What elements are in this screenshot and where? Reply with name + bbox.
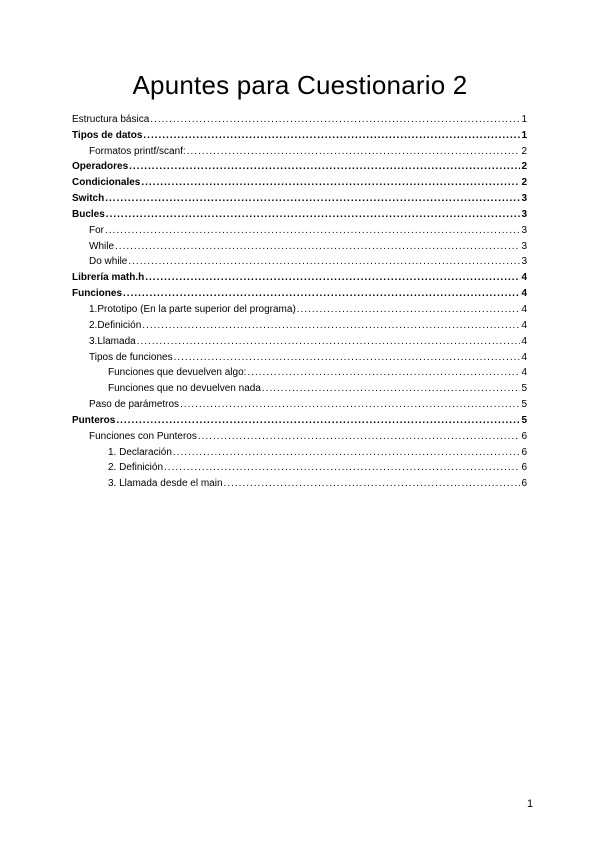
toc-entry-page: 6 bbox=[521, 446, 527, 458]
toc-entry-page: 5 bbox=[521, 414, 527, 426]
toc-entry-title: For bbox=[89, 224, 104, 236]
page-number: 1 bbox=[527, 798, 534, 810]
toc-leader-dots bbox=[187, 145, 521, 158]
toc-entry-title: Bucles bbox=[72, 208, 105, 220]
toc-entry-page: 2 bbox=[521, 177, 527, 189]
toc-entry[interactable] bbox=[72, 284, 527, 300]
toc-entry[interactable] bbox=[72, 237, 527, 253]
toc-entry[interactable] bbox=[72, 379, 527, 395]
toc-entry-page: 4 bbox=[521, 303, 527, 315]
toc-entry[interactable] bbox=[72, 348, 527, 364]
toc-entry-page: 3 bbox=[521, 224, 527, 236]
toc-leader-dots bbox=[150, 113, 520, 126]
toc-entry-title: Funciones que devuelven algo: bbox=[108, 367, 247, 379]
toc-entry-page: 3 bbox=[521, 208, 527, 220]
toc-leader-dots bbox=[115, 240, 520, 253]
toc-leader-dots bbox=[180, 398, 520, 411]
toc-leader-dots bbox=[141, 176, 520, 189]
toc-leader-dots bbox=[137, 335, 521, 348]
toc-entry[interactable] bbox=[72, 268, 527, 284]
toc-entry[interactable] bbox=[72, 158, 527, 174]
toc-entry-page: 4 bbox=[521, 288, 527, 300]
toc-entry[interactable] bbox=[72, 364, 527, 380]
toc-entry-page: 4 bbox=[521, 272, 527, 284]
toc-entry-page: 6 bbox=[521, 430, 527, 442]
toc-entry-title: Tipos de funciones bbox=[89, 351, 173, 363]
toc-entry-title: Do while bbox=[89, 256, 128, 268]
toc-entry-title: While bbox=[89, 240, 115, 252]
toc-entry-title: Condicionales bbox=[72, 177, 141, 189]
toc-entry[interactable] bbox=[72, 395, 527, 411]
toc-entry-title: Tipos de datos bbox=[72, 129, 143, 141]
toc-entry-page: 5 bbox=[521, 399, 527, 411]
toc-leader-dots bbox=[297, 303, 521, 316]
document-title: Apuntes para Cuestionario 2 bbox=[132, 70, 468, 100]
toc-entry[interactable] bbox=[72, 142, 527, 158]
toc-entry-title: Paso de parámetros bbox=[89, 399, 180, 411]
toc-entry-title: Librería math.h bbox=[72, 272, 145, 284]
toc-entry[interactable] bbox=[72, 427, 527, 443]
toc-entry-title: Funciones que no devuelven nada bbox=[108, 383, 261, 395]
toc-entry-title: Funciones bbox=[72, 288, 123, 300]
toc-entry[interactable] bbox=[72, 110, 527, 126]
toc-entry-title: Estructura básica bbox=[72, 113, 150, 125]
toc-leader-dots bbox=[142, 319, 520, 332]
toc-entry-page: 2 bbox=[521, 145, 527, 157]
toc-entry[interactable] bbox=[72, 221, 527, 237]
toc-leader-dots bbox=[116, 414, 520, 427]
toc-entry[interactable] bbox=[72, 332, 527, 348]
toc-leader-dots bbox=[164, 461, 520, 474]
toc-entry-title: 1. Declaración bbox=[108, 446, 172, 458]
toc-leader-dots bbox=[262, 382, 521, 395]
toc-leader-dots bbox=[128, 255, 520, 268]
toc-entry[interactable] bbox=[72, 316, 527, 332]
toc-entry-page: 6 bbox=[521, 478, 527, 490]
toc-entry[interactable] bbox=[72, 459, 527, 475]
toc-entry[interactable] bbox=[72, 253, 527, 269]
toc-leader-dots bbox=[106, 208, 521, 221]
toc-leader-dots bbox=[105, 224, 520, 237]
toc-leader-dots bbox=[123, 287, 520, 300]
toc-entry-title: Punteros bbox=[72, 414, 116, 426]
toc-entry-page: 2 bbox=[521, 161, 527, 173]
toc-leader-dots bbox=[145, 271, 520, 284]
toc-leader-dots bbox=[105, 192, 520, 205]
toc-entry-title: 2. Definición bbox=[108, 462, 164, 474]
toc-leader-dots bbox=[198, 430, 521, 443]
toc-entry-title: 1.Prototipo (En la parte superior del programa) bbox=[89, 303, 296, 315]
toc-entry-page: 3 bbox=[521, 256, 527, 268]
toc-entry-title: Formatos printf/scanf: bbox=[89, 145, 186, 157]
toc-entry-title: Switch bbox=[72, 193, 105, 205]
toc-entry-title: Funciones con Punteros bbox=[89, 430, 197, 442]
toc-leader-dots bbox=[224, 477, 521, 490]
toc-entry-page: 4 bbox=[521, 367, 527, 379]
toc-entry[interactable] bbox=[72, 443, 527, 459]
toc-leader-dots bbox=[129, 160, 520, 173]
toc-entry[interactable] bbox=[72, 474, 527, 490]
toc-entry[interactable] bbox=[72, 189, 527, 205]
toc-leader-dots bbox=[143, 129, 520, 142]
toc-entry-title: 2.Definición bbox=[89, 319, 142, 331]
toc-entry-title: Operadores bbox=[72, 161, 129, 173]
toc-entry[interactable] bbox=[72, 126, 527, 142]
toc-entry-page: 4 bbox=[521, 351, 527, 363]
toc-leader-dots bbox=[247, 366, 520, 379]
toc-entry-page: 3 bbox=[521, 240, 527, 252]
toc-entry[interactable] bbox=[72, 411, 527, 427]
toc-entry[interactable] bbox=[72, 300, 527, 316]
toc-entry-page: 3 bbox=[521, 193, 527, 205]
toc-entry-page: 4 bbox=[521, 335, 527, 347]
toc-entry[interactable] bbox=[72, 205, 527, 221]
toc-entry-page: 1 bbox=[521, 129, 527, 141]
toc-entry-page: 4 bbox=[521, 319, 527, 331]
toc-entry-page: 5 bbox=[521, 383, 527, 395]
toc-entry-page: 1 bbox=[521, 113, 527, 125]
toc-entry[interactable] bbox=[72, 173, 527, 189]
toc-entry-title: 3. Llamada desde el main bbox=[108, 478, 223, 490]
toc-entry-title: 3.Llamada bbox=[89, 335, 136, 347]
toc-leader-dots bbox=[174, 351, 521, 364]
toc-leader-dots bbox=[173, 446, 521, 459]
table-of-contents bbox=[72, 110, 527, 490]
toc-entry-page: 6 bbox=[521, 462, 527, 474]
